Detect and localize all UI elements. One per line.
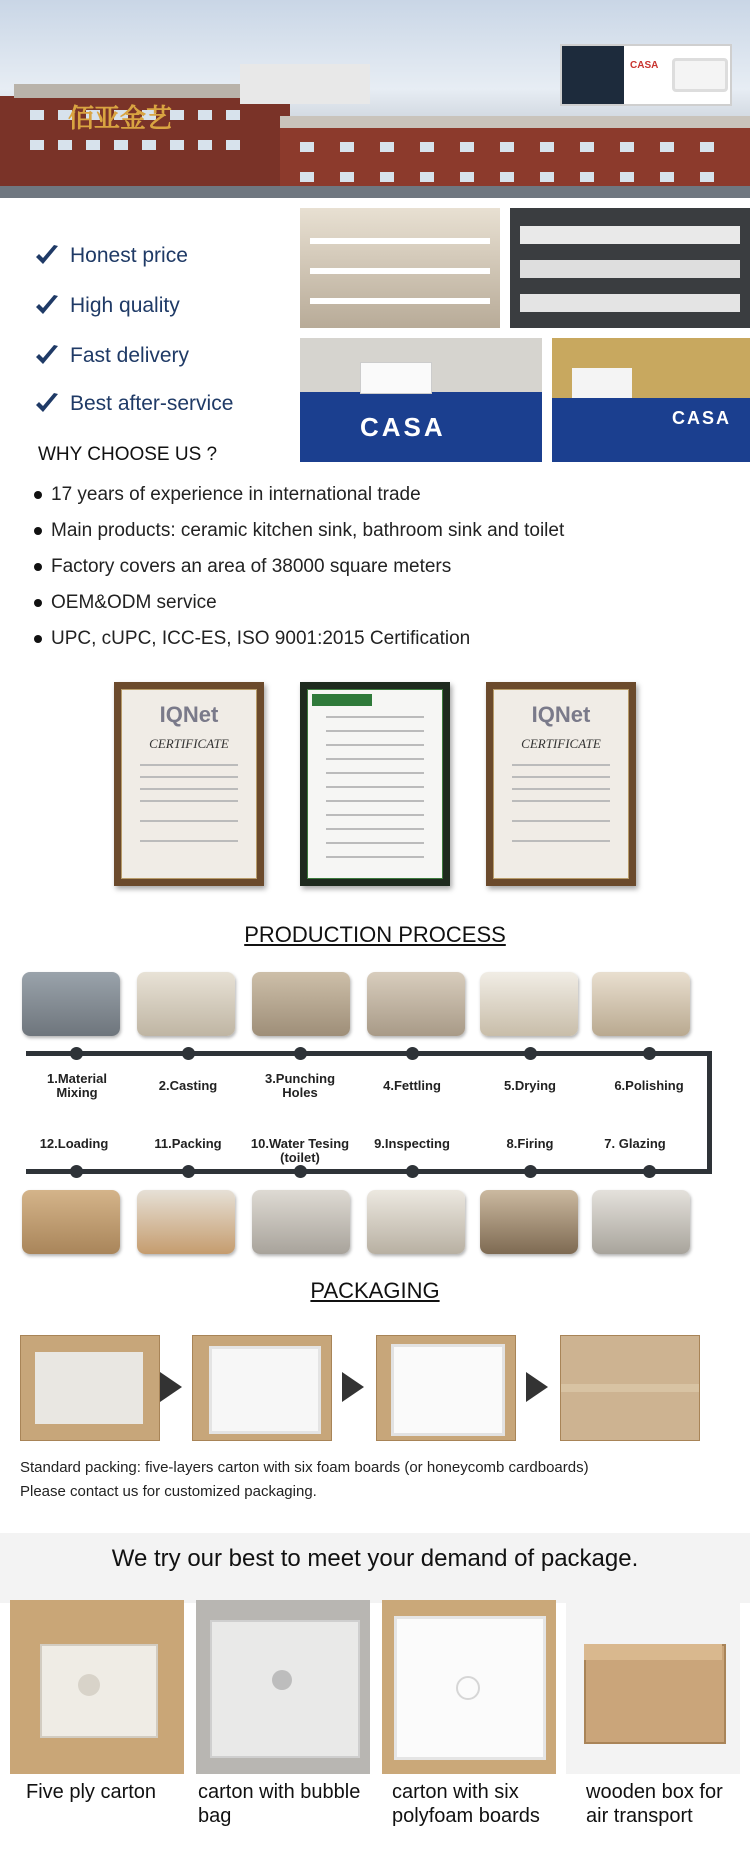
certificate-title: CERTIFICATE bbox=[521, 736, 601, 751]
step-label: 7. Glazing bbox=[604, 1136, 666, 1151]
certificate-logo: IQNet bbox=[159, 702, 219, 727]
step-label: 5.Drying bbox=[503, 1078, 556, 1093]
billboard bbox=[560, 44, 732, 106]
checkmark-icon bbox=[34, 391, 60, 417]
step-label: 1.Material Mixing bbox=[47, 1071, 107, 1100]
feature-label: High quality bbox=[70, 294, 180, 317]
pack-label-bubble-bag: carton with bubble bag bbox=[198, 1781, 361, 1827]
packaging-photo-sink-in-box bbox=[376, 1335, 516, 1441]
checkmark-icon bbox=[34, 343, 60, 369]
feature-fast-delivery bbox=[34, 336, 189, 376]
factory-sign: 佰亚金艺 bbox=[68, 104, 173, 134]
step-label: 9.Inspecting bbox=[374, 1136, 450, 1151]
step-label: 3.Punching Holes bbox=[264, 1071, 336, 1100]
arrow-right-icon bbox=[160, 1372, 182, 1402]
warehouse-photo-1 bbox=[300, 208, 500, 328]
step-photo-drying bbox=[480, 972, 578, 1036]
showroom-photo-1 bbox=[300, 338, 542, 462]
step-label: 12.Loading bbox=[39, 1136, 109, 1151]
step-label: 8.Firing bbox=[506, 1136, 554, 1151]
step-photo-mixing bbox=[22, 972, 120, 1036]
certificate-iqnet-1 bbox=[114, 682, 264, 886]
pack-photo-polyfoam bbox=[382, 1600, 556, 1774]
factory-hero-photo bbox=[0, 0, 750, 198]
production-process-title: PRODUCTION PROCESS bbox=[244, 922, 506, 947]
arrow-right-icon bbox=[526, 1372, 548, 1402]
packaging-photo-foam-inside bbox=[192, 1335, 332, 1441]
showroom-photo-2 bbox=[552, 338, 750, 462]
bullet-item: UPC, cUPC, ICC-ES, ISO 9001:2015 Certification bbox=[34, 628, 470, 650]
step-label: 11.Packing bbox=[154, 1136, 222, 1151]
bullet-item: Main products: ceramic kitchen sink, bathroom sink and toilet bbox=[34, 520, 564, 542]
step-photo-glazing bbox=[592, 1190, 690, 1254]
step-label: 6.Polishing bbox=[614, 1078, 684, 1093]
step-photo-punching bbox=[252, 972, 350, 1036]
step-label: 10.Water Tesing (toilet) bbox=[250, 1136, 350, 1165]
step-photo-fettling bbox=[367, 972, 465, 1036]
arrow-right-icon bbox=[342, 1372, 364, 1402]
certificate-iqnet-2 bbox=[486, 682, 636, 886]
certificate-logo: IQNet bbox=[531, 702, 591, 727]
billboard-brand: CASA bbox=[630, 60, 659, 71]
feature-label: Fast delivery bbox=[70, 344, 190, 367]
process-line-top bbox=[26, 1051, 712, 1056]
process-line-right bbox=[707, 1051, 712, 1174]
feature-after-service bbox=[34, 384, 233, 424]
pack-label-five-ply: Five ply carton bbox=[26, 1781, 157, 1803]
checkmark-icon bbox=[34, 243, 60, 269]
packaging-note-2: Please contact us for customized packaging. bbox=[20, 1483, 317, 1500]
feature-honest-price bbox=[34, 236, 188, 276]
step-photo-polishing bbox=[592, 972, 690, 1036]
bullet-item: OEM&ODM service bbox=[34, 592, 217, 614]
demand-title: We try our best to meet your demand of package. bbox=[111, 1545, 639, 1572]
pack-photo-five-ply bbox=[10, 1600, 184, 1774]
packaging-title: PACKAGING bbox=[310, 1278, 440, 1303]
certificate-green bbox=[300, 682, 450, 886]
certificate-title: CERTIFICATE bbox=[149, 736, 229, 751]
pack-photo-wooden-box bbox=[566, 1600, 740, 1774]
step-photo-casting bbox=[137, 972, 235, 1036]
feature-high-quality bbox=[34, 286, 180, 326]
pack-label-polyfoam: carton with six polyfoam boards bbox=[392, 1781, 540, 1827]
packaging-photo-empty-carton bbox=[20, 1335, 160, 1441]
step-photo-firing bbox=[480, 1190, 578, 1254]
why-choose-us-title: WHY CHOOSE US ? bbox=[38, 444, 218, 465]
warehouse-photo-2 bbox=[510, 208, 750, 328]
packaging-note-1: Standard packing: five-layers carton with six foam boards (or honeycomb cardboards) bbox=[20, 1459, 589, 1476]
showroom-brand: CASA bbox=[360, 412, 446, 442]
bullet-item: Factory covers an area of 38000 square meters bbox=[34, 556, 451, 578]
checkmark-icon bbox=[34, 293, 60, 319]
pack-photo-bubble-bag bbox=[196, 1600, 370, 1774]
feature-label: Honest price bbox=[70, 244, 188, 267]
step-label: 2.Casting bbox=[158, 1078, 218, 1093]
feature-label: Best after-service bbox=[70, 392, 234, 415]
step-photo-loading bbox=[22, 1190, 120, 1254]
pack-label-wooden-box: wooden box for air transport bbox=[586, 1781, 723, 1827]
step-photo-water-testing bbox=[252, 1190, 350, 1254]
packaging-photo-sealed-box bbox=[560, 1335, 700, 1441]
process-line-bottom bbox=[26, 1169, 712, 1174]
showroom-brand: CASA bbox=[672, 408, 732, 428]
bullet-item: 17 years of experience in international trade bbox=[34, 484, 421, 506]
step-photo-inspecting bbox=[367, 1190, 465, 1254]
step-photo-packing bbox=[137, 1190, 235, 1254]
step-label: 4.Fettling bbox=[383, 1078, 441, 1093]
